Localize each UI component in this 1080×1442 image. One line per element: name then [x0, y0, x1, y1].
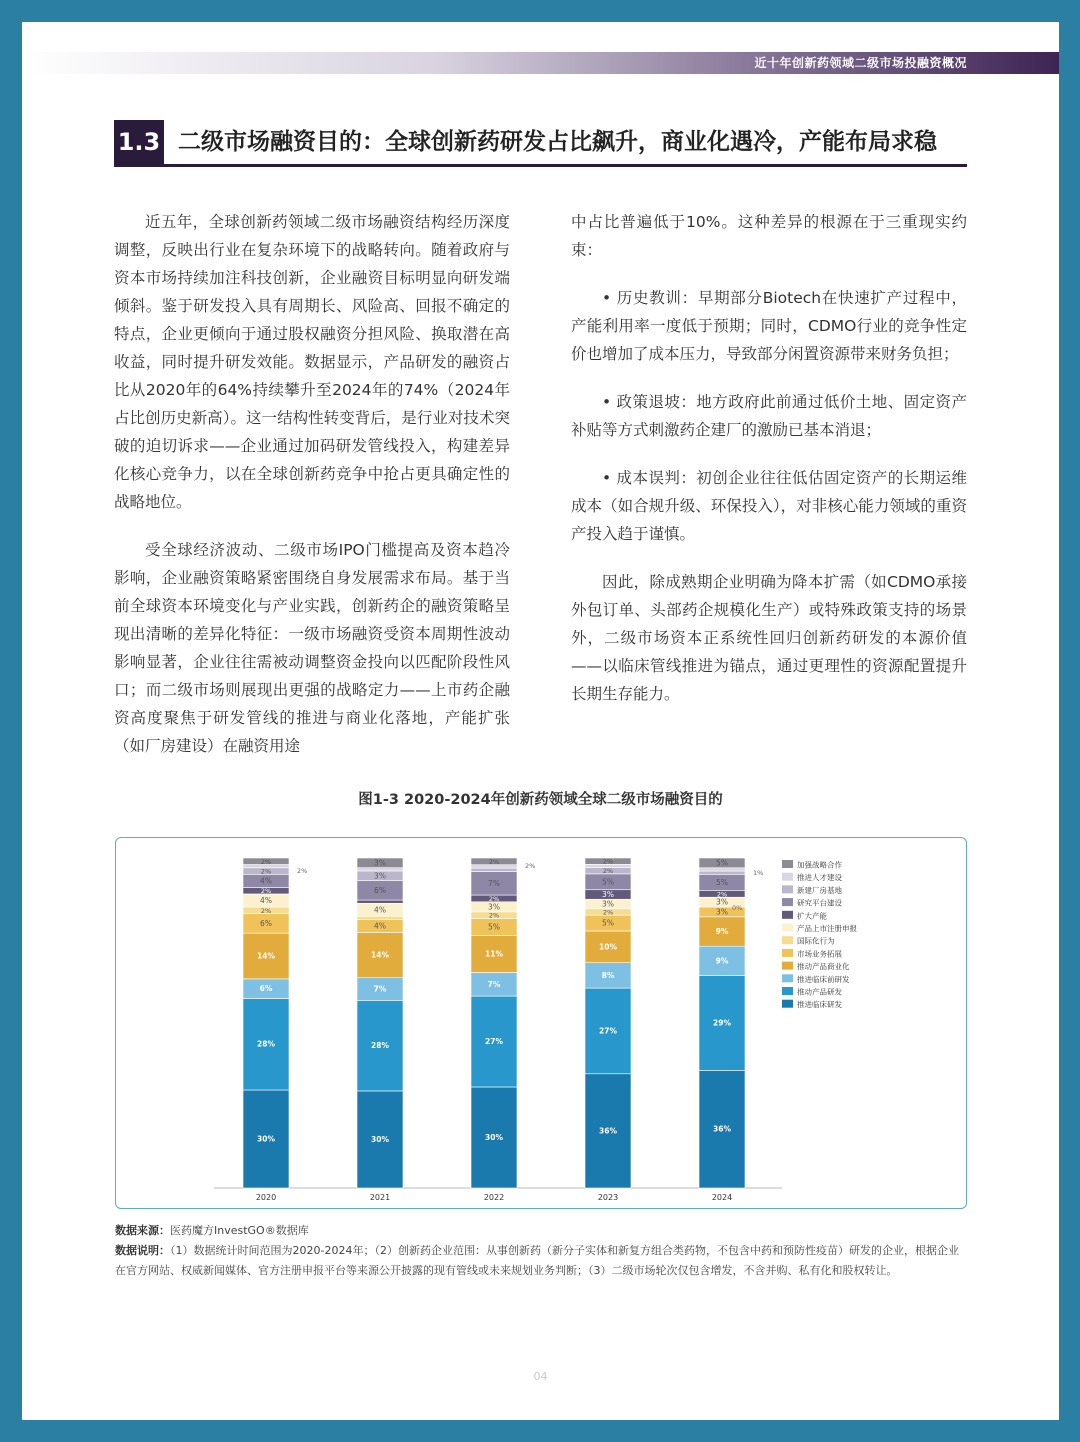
- data-label: 3%: [716, 907, 728, 917]
- legend-swatch: [782, 924, 793, 932]
- header-title: 近十年创新药领域二级市场投融资概况: [754, 56, 967, 70]
- data-label: 3%: [716, 897, 728, 907]
- header-band: [22, 52, 1059, 74]
- left-column: [114, 208, 510, 780]
- data-label: 6%: [259, 984, 273, 994]
- data-label: 36%: [599, 1126, 617, 1136]
- data-label: 3%: [602, 899, 614, 909]
- data-label: 2%: [488, 911, 500, 920]
- report-page: [22, 22, 1059, 1420]
- legend-swatch: [782, 873, 793, 881]
- bullet-dot-icon: •: [602, 393, 612, 411]
- bar-segment: [357, 916, 403, 919]
- legend-swatch: [782, 898, 793, 906]
- bullet-dot-icon: •: [602, 289, 612, 307]
- data-label: 2%: [602, 857, 614, 866]
- data-label: 2%: [488, 894, 500, 903]
- bar-segment: [357, 900, 403, 903]
- x-tick-label: 2020: [255, 1193, 277, 1202]
- x-tick-label: 2022: [483, 1193, 505, 1202]
- data-label: 2%: [260, 906, 272, 915]
- legend-label: 推动产品商业化: [797, 962, 850, 972]
- data-label: 29%: [713, 1018, 731, 1028]
- data-label: 30%: [257, 1134, 275, 1144]
- legend-swatch: [782, 911, 793, 919]
- outside-data-label: 1%: [753, 869, 764, 877]
- figure-title: 图1-3 2020-2024年创新药领域全球二级市场融资目的: [358, 792, 723, 808]
- data-label: 27%: [599, 1026, 617, 1036]
- x-tick-label: 2024: [711, 1193, 733, 1202]
- data-label: 4%: [374, 905, 386, 915]
- data-label: 28%: [371, 1041, 389, 1051]
- data-label: 5%: [602, 918, 614, 928]
- bullet-text: 政策退坡：地方政府此前通过低价土地、固定资产补贴等方式刺激药企建厂的激励已基本消退；: [571, 393, 967, 439]
- data-label: 3%: [374, 858, 386, 868]
- outside-data-label: 2%: [297, 867, 308, 875]
- left-paragraph-2: 受全球经济波动、二级市场IPO门槛提高及资本趋冷影响，企业融资策略紧密围绕自身发展需求布局。基于当前全球资本环境变化与产业实践，创新药企的融资策略呈现出清晰的差异化特征：一级市场融资受资本周期性波动影响显著，企业往往需被动调整资金投向以匹配阶段性风口；而二级市场则展现出更强的战略定力——上市药企融资高度聚焦于研发管线的推进与商业化落地，产能扩张（如厂房建设）在融资用途: [114, 541, 510, 755]
- bullet-item-cost: [571, 464, 967, 548]
- data-label: 11%: [485, 949, 503, 959]
- data-label: 4%: [260, 876, 272, 886]
- legend-label: 推进临床研发: [797, 1000, 842, 1010]
- data-label: 3%: [602, 889, 614, 899]
- data-label: 3%: [374, 871, 386, 881]
- data-label: 5%: [716, 878, 728, 888]
- data-label: 2%: [602, 908, 614, 917]
- legend-swatch: [782, 860, 793, 868]
- data-label: 2%: [260, 887, 272, 896]
- data-label: 5%: [602, 877, 614, 887]
- bar-segment: [471, 868, 517, 871]
- bar-segment: [699, 871, 745, 874]
- data-label: 28%: [257, 1039, 275, 1049]
- data-label: 5%: [716, 858, 728, 868]
- right-column: [571, 208, 967, 728]
- legend-swatch: [782, 936, 793, 944]
- legend-label: 推进临床前研发: [797, 974, 850, 984]
- data-label: 2%: [602, 867, 614, 876]
- data-label: 9%: [715, 927, 729, 937]
- legend-label: 新建厂房基地: [797, 885, 842, 895]
- section-number: 1.3: [114, 120, 164, 164]
- chart-frame: [115, 837, 967, 1209]
- data-description-line: [115, 1241, 967, 1281]
- data-label: 2%: [488, 857, 500, 866]
- stacked-bar-chart: [116, 838, 966, 1208]
- data-label: 14%: [257, 951, 275, 961]
- data-label: 8%: [601, 970, 615, 980]
- bar-segment: [699, 868, 745, 871]
- bullet-text: 历史教训：早期部分Biotech在快速扩产过程中，产能利用率一度低于预期；同时，CDMO行业的竞争性定价也增加了成本压力，导致部分闲置资源带来财务负担；: [571, 289, 967, 363]
- bullet-item-policy: [571, 388, 967, 444]
- legend-label: 市场业务拓展: [797, 949, 842, 959]
- section-heading: [114, 120, 967, 167]
- outside-data-label: 2%: [525, 862, 536, 870]
- data-label: 5%: [488, 922, 500, 932]
- page-number: 04: [533, 1370, 548, 1383]
- figure-notes: [115, 1221, 967, 1281]
- bullet-text: 成本误判：初创企业往往低估固定资产的长期运维成本（如合规升级、环保投入），对非核心能力领域的重资产投入趋于谨慎。: [571, 469, 967, 543]
- source-text: 医药魔方InvestGO®数据库: [170, 1224, 309, 1237]
- data-source-line: [115, 1221, 967, 1241]
- legend-swatch: [782, 885, 793, 893]
- data-label: 10%: [599, 942, 617, 952]
- data-label: 2%: [260, 867, 272, 876]
- data-label: 36%: [713, 1124, 731, 1134]
- data-label: 6%: [260, 918, 272, 928]
- source-label: 数据来源：: [115, 1224, 170, 1237]
- x-tick-label: 2021: [369, 1193, 391, 1202]
- data-label: 7%: [488, 878, 500, 888]
- right-intro: 中占比普遍低于10%。这种差异的根源在于三重现实约束：: [571, 213, 967, 259]
- data-label: 14%: [371, 950, 389, 960]
- right-closing: 因此，除成熟期企业明确为降本扩需（如CDMO承接外包订单、头部药企规模化生产）或特殊政策支持的场景外，二级市场资本正系统性回归创新药研发的本源价值——以临床管线推进为锚点，通过更理性的资源配置提升长期生存能力。: [571, 573, 967, 703]
- legend-label: 扩大产能: [797, 911, 827, 921]
- data-label: 9%: [715, 956, 729, 966]
- data-label: 2%: [260, 857, 272, 866]
- legend-label: 加强战略合作: [797, 860, 842, 870]
- left-paragraph-1: 近五年，全球创新药领域二级市场融资结构经历深度调整，反映出行业在复杂环境下的战略转向。随着政府与资本市场持续加注科技创新，企业融资目标明显向研发端倾斜。鉴于研发投入具有周期长、风险高、回报不确定的特点，企业更倾向于通过股权融资分担风险、换取潜在高收益，同时提升研发效能。数据显示，产品研发的融资占比从2020年的64%持续攀升至2024年的74%（2024年占比创历史新高）。这一结构性转变背后，是行业对技术突破的迫切诉求——企业通过加码研发管线投入，构建差异化核心竞争力，以在全球创新药竞争中抢占更具确定性的战略地位。: [114, 213, 510, 511]
- outside-data-label: 0%: [732, 904, 743, 912]
- legend-swatch: [782, 1000, 793, 1008]
- data-label: 4%: [374, 921, 386, 931]
- data-label: 3%: [488, 902, 500, 912]
- legend-label: 推进人才建设: [797, 873, 842, 883]
- x-tick-label: 2023: [597, 1193, 619, 1202]
- legend-swatch: [782, 949, 793, 957]
- legend-swatch: [782, 962, 793, 970]
- data-label: 27%: [485, 1037, 503, 1047]
- bullet-dot-icon: •: [602, 469, 612, 487]
- data-label: 30%: [485, 1132, 503, 1142]
- data-label: 7%: [373, 984, 387, 994]
- section-title: 二级市场融资目的：全球创新药研发占比飙升，商业化遇冷，产能布局求稳: [178, 129, 937, 155]
- data-label: 7%: [487, 979, 501, 989]
- description-text: （1）数据统计时间范围为2020-2024年；（2）创新药企业范围：从事创新药（新分子实体和新复方组合类药物，不包含中药和预防性疫苗）研发的企业，根据企业在官方网站、权威新闻媒体、官方注册申报平台等来源公开披露的现有管线或未来规划业务判断；（3）二级市场轮次仅包含增发，不含并购、私有化和股权转让。: [115, 1244, 959, 1277]
- data-label: 2%: [716, 890, 728, 899]
- legend-label: 国际化行为: [797, 936, 835, 946]
- data-label: 30%: [371, 1134, 389, 1144]
- legend-label: 研究平台建设: [797, 898, 842, 908]
- legend-swatch: [782, 987, 793, 995]
- data-label: 6%: [374, 885, 386, 895]
- data-label: 4%: [260, 895, 272, 905]
- legend-swatch: [782, 974, 793, 982]
- bar-segment: [357, 868, 403, 871]
- legend-label: 产品上市注册申报: [797, 924, 857, 933]
- bullet-item-history: [571, 284, 967, 368]
- description-label: 数据说明：: [115, 1244, 170, 1257]
- legend-label: 推动产品研发: [797, 987, 842, 997]
